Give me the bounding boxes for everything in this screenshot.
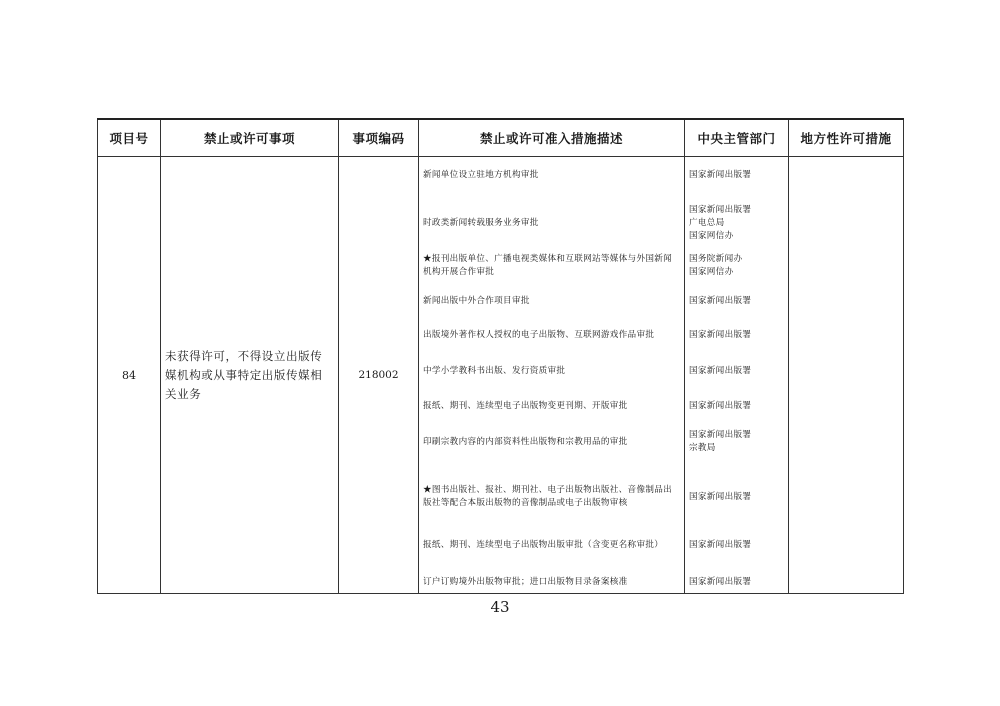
measure-description: 中学小学教科书出版、发行资质审批 (423, 365, 566, 376)
measure-department: 国家新闻出版署 (689, 400, 752, 411)
measure-department: 国家新闻出版署 (689, 491, 752, 502)
header-item-number: 项目号 (98, 119, 161, 157)
measure-department: 国家新闻出版署 宗教局 (689, 430, 752, 453)
measure-description: 印刷宗教内容的内部资料性出版物和宗教用品的审批 (423, 436, 628, 447)
measure-description: ★图书出版社、报社、期刊社、电子出版物出版社、音像制品出版社等配合本版出版物的音像制品或电子出版物审核 (423, 485, 673, 508)
measure-department: 国家新闻出版署 广电总局 国家网信办 (689, 204, 752, 241)
header-department: 中央主管部门 (685, 119, 789, 157)
measure-department: 国务院新闻办 国家网信办 (689, 254, 743, 277)
header-row (98, 119, 904, 157)
header-measures: 禁止或许可准入措施描述 (419, 119, 685, 157)
permit-table (97, 118, 904, 594)
page-number: 43 (490, 598, 510, 616)
header-item-name: 禁止或许可事项 (161, 119, 339, 157)
measure-department: 国家新闻出版署 (689, 539, 752, 550)
department-cell (685, 157, 789, 594)
measure-description: 订户订购境外出版物审批；进口出版物目录备案核准 (423, 576, 628, 587)
measure-description: ★报刊出版单位、广播电视类媒体和互联网站等媒体与外国新闻机构开展合作审批 (423, 254, 673, 277)
measure-description: 新闻出版中外合作项目审批 (423, 295, 530, 306)
item-number: 84 (98, 157, 161, 594)
measure-department: 国家新闻出版署 (689, 365, 752, 376)
table-row (98, 157, 904, 594)
header-local-measures: 地方性许可措施 (789, 119, 904, 157)
measure-department: 国家新闻出版署 (689, 169, 752, 180)
measure-department: 国家新闻出版署 (689, 576, 752, 587)
item-name: 未获得许可，不得设立出版传媒机构或从事特定出版传媒相关业务 (161, 157, 339, 594)
measure-description: 新闻单位设立驻地方机构审批 (423, 169, 539, 180)
measure-department: 国家新闻出版署 (689, 329, 752, 340)
measure-department: 国家新闻出版署 (689, 295, 752, 306)
measure-description: 出版境外著作权人授权的电子出版物、互联网游戏作品审批 (423, 329, 655, 340)
item-code: 218002 (339, 157, 419, 594)
measure-description: 报纸、期刊、连续型电子出版物出版审批（含变更名称审批） (423, 539, 664, 550)
measures-cell (419, 157, 685, 594)
measure-description: 报纸、期刊、连续型电子出版物变更刊期、开版审批 (423, 400, 628, 411)
local-measures-cell (789, 157, 904, 594)
header-item-code: 事项编码 (339, 119, 419, 157)
measure-description: 时政类新闻转载服务业务审批 (423, 217, 539, 228)
